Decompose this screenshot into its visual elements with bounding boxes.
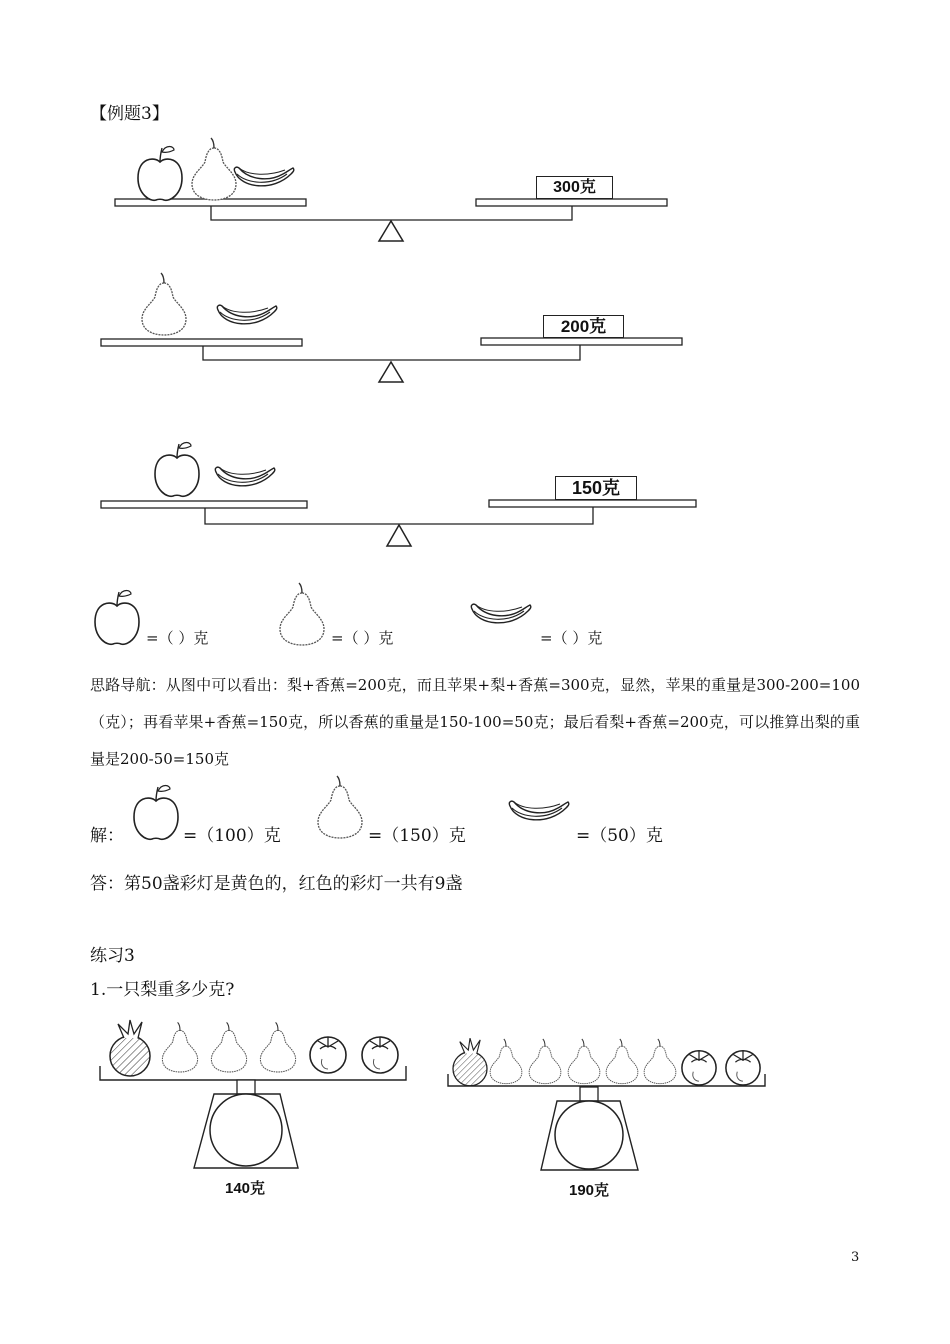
pear-icon: [644, 1039, 676, 1084]
pear-icon: [568, 1039, 600, 1084]
apple-blank: =（ ）克: [146, 629, 209, 647]
answer-line: 答：第50盏彩灯是黄色的，红色的彩灯一共有9盏: [90, 874, 463, 894]
weight-box-150: 150克: [555, 476, 637, 500]
example-title: 【例题3】: [90, 104, 169, 124]
solution-apple: =（100）克: [183, 826, 281, 846]
solution-prefix: 解：: [90, 826, 124, 846]
pear-icon: [606, 1039, 638, 1084]
tomato-icon: [682, 1051, 716, 1085]
scale-left-weight: 140克: [225, 1180, 266, 1197]
weight-box-300: 300克: [536, 176, 613, 199]
pear-icon: [490, 1039, 522, 1084]
solution-banana: =（50）克: [576, 826, 663, 846]
practice-title: 练习3: [90, 946, 135, 966]
tomato-icon: [726, 1051, 760, 1085]
pineapple-icon: [453, 1038, 487, 1086]
pear-icon: [529, 1039, 561, 1084]
scale-right-weight: 190克: [569, 1182, 610, 1199]
hint-paragraph: 思路导航：从图中可以看出：梨+香蕉=200克，而且苹果+梨+香蕉=300克，显然，苹果的重量是300-200=100（克）；再看苹果+香蕉=150克，所以香蕉的重量是150-100=50克；最后看梨+香蕉=200克，可以推算出梨的重量是200-50=150克: [90, 676, 860, 768]
banana-blank: =（ ）克: [540, 629, 603, 647]
practice-question-1: 1.一只梨重多少克?: [90, 980, 235, 1000]
page-number: 3: [851, 1250, 860, 1265]
solution-pear: =（150）克: [368, 826, 466, 846]
weight-box-200: 200克: [543, 315, 624, 338]
pear-blank: =（ ）克: [331, 629, 394, 647]
